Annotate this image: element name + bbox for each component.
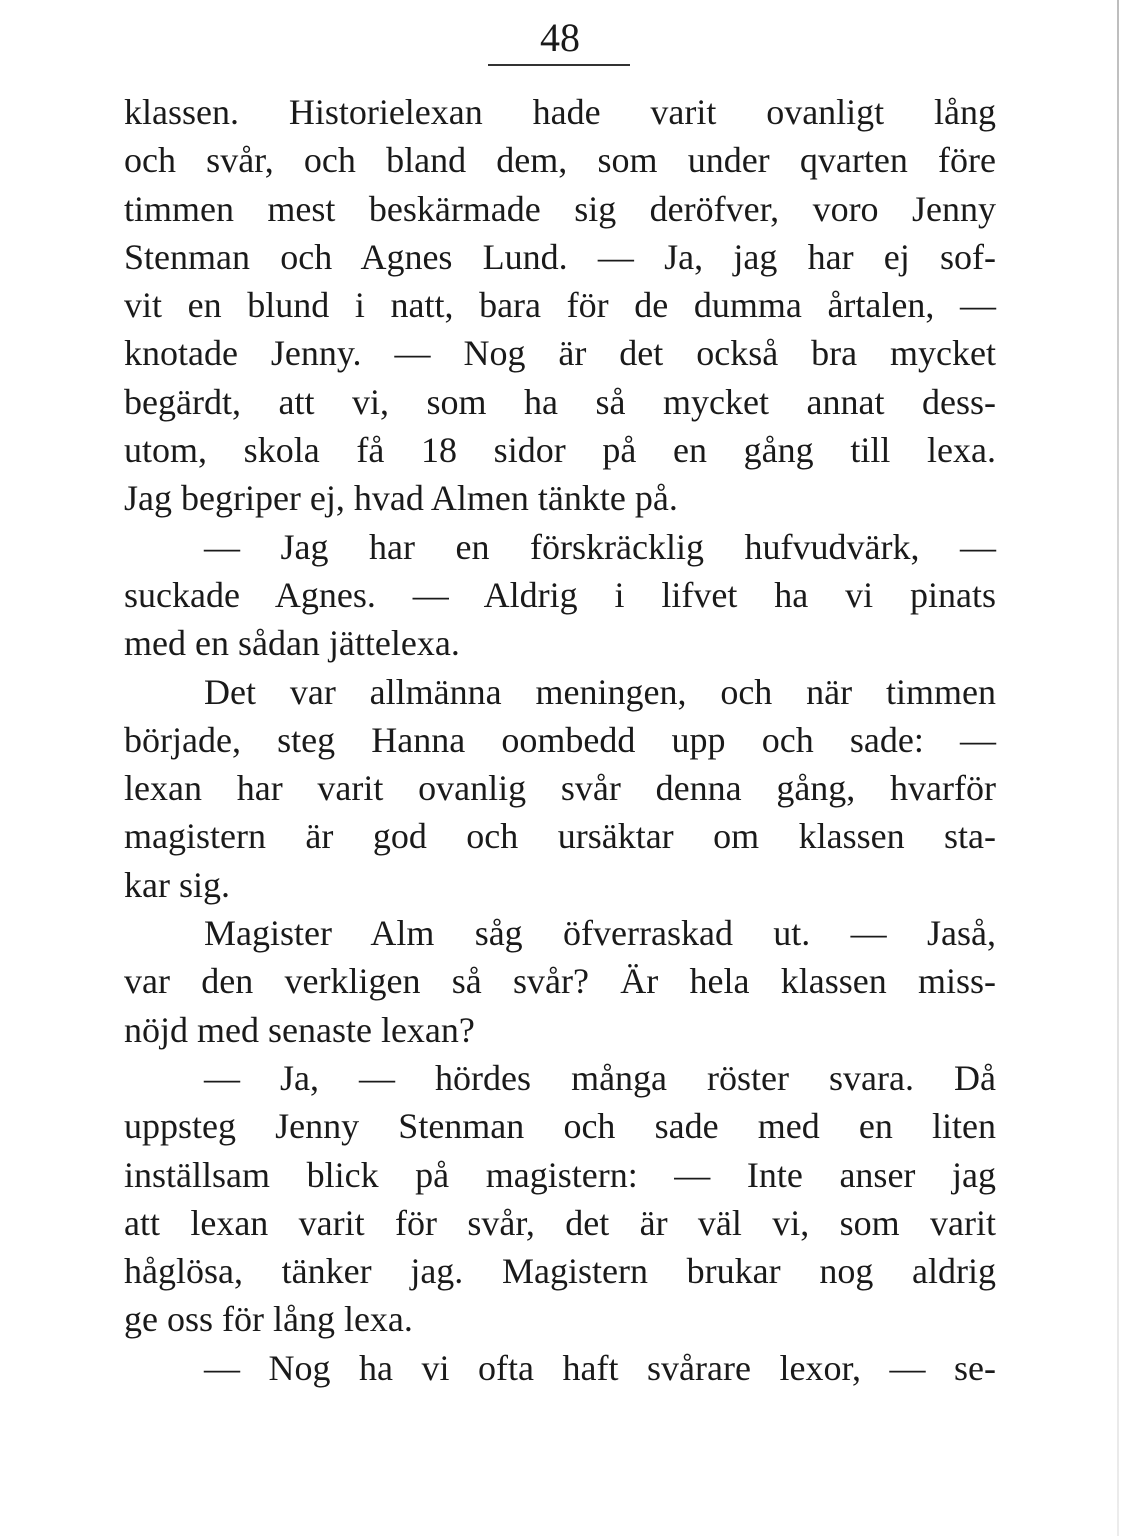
- header-rule: [488, 64, 630, 66]
- text-line: kar sig.: [124, 864, 230, 905]
- text-line: nöjd med senaste lexan?: [124, 1009, 475, 1050]
- text-line: suckade Agnes. — Aldrig i lifvet ha vi pinats: [124, 574, 996, 615]
- text-line: timmen mest beskärmade sig deröfver, voro Jenny: [124, 188, 996, 229]
- text-line: knotade Jenny. — Nog är det också bra mycket: [124, 333, 996, 374]
- text-line: — Nog ha vi ofta haft svårare lexor, — se-: [204, 1347, 996, 1388]
- text-line: Magister Alm såg öfverraskad ut. — Jaså,: [204, 913, 996, 954]
- text-line: Jag begriper ej, hvad Almen tänkte på.: [124, 478, 678, 519]
- text-line: började, steg Hanna oombedd upp och sade: —: [124, 719, 996, 760]
- text-line: utom, skola få 18 sidor på en gång till lexa.: [124, 430, 996, 471]
- text-line: var den verkligen så svår? Är hela klassen miss-: [124, 961, 996, 1002]
- text-line: inställsam blick på magistern: — Inte anser jag: [124, 1154, 996, 1195]
- text-line: klassen. Historielexan hade varit ovanligt lång: [124, 92, 996, 132]
- text-line: — Ja, — hördes många röster svara. Då: [204, 1057, 996, 1098]
- page-number: 48: [540, 15, 580, 60]
- text-line: och svår, och bland dem, som under qvarten före: [124, 140, 996, 181]
- text-line: begärdt, att vi, som ha så mycket annat dess-: [124, 381, 996, 422]
- text-line: att lexan varit för svår, det är väl vi, som varit: [124, 1202, 996, 1243]
- text-line: Det var allmänna meningen, och när timmen: [204, 671, 996, 712]
- text-line: Stenman och Agnes Lund. — Ja, jag har ej sof-: [124, 236, 996, 277]
- text-line: — Jag har en förskräcklig hufvudvärk, —: [204, 526, 996, 567]
- text-line: lexan har varit ovanlig svår denna gång, hvarför: [124, 768, 996, 809]
- text-line: vit en blund i natt, bara för de dumma årtalen, —: [124, 285, 996, 326]
- text-line: magistern är god och ursäktar om klassen sta-: [124, 816, 996, 857]
- text-line: uppsteg Jenny Stenman och sade med en liten: [124, 1106, 996, 1147]
- page-edge-line: [1117, 0, 1119, 1536]
- text-line: med en sådan jättelexa.: [124, 623, 460, 664]
- text-line: håglösa, tänker jag. Magistern brukar nog aldrig: [124, 1251, 996, 1292]
- body-text: [124, 88, 996, 1392]
- text-line: ge oss för lång lexa.: [124, 1299, 413, 1340]
